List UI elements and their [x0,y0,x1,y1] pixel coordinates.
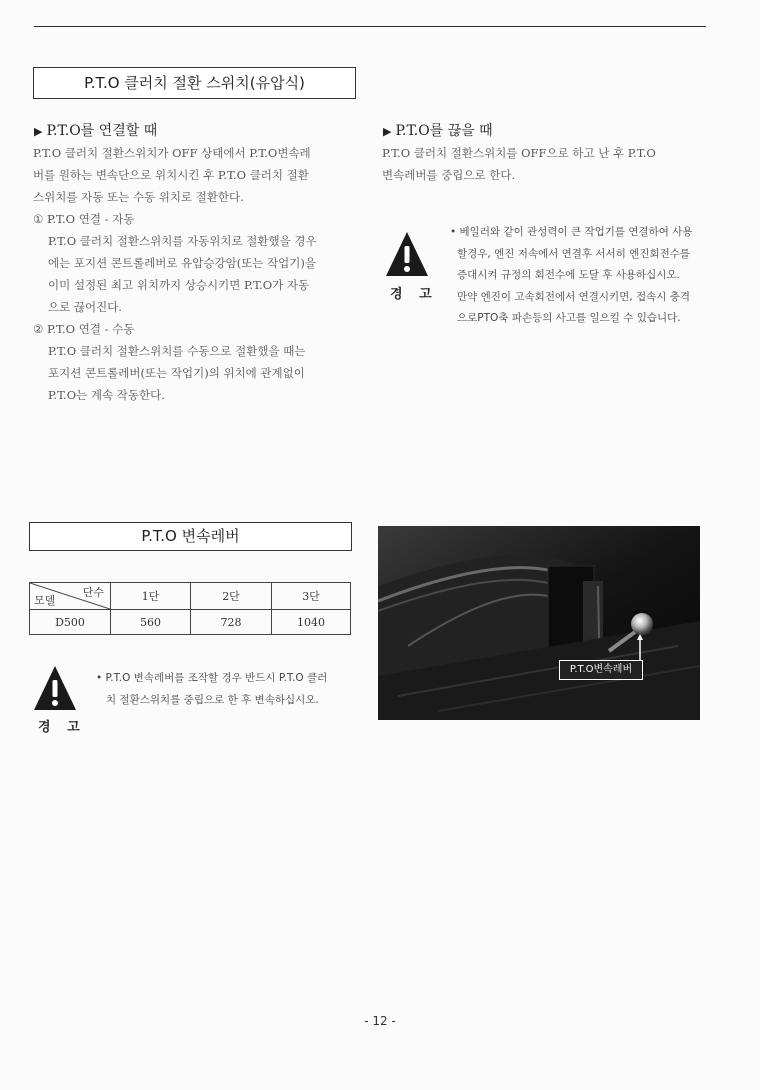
disconnect-pto-body [382,142,712,186]
warning-line: 할경우, 엔진 저속에서 연결후 서서히 엔진회전수를 [457,247,691,260]
body-line: 포지션 콘트롤레버(또는 작업기)의 위치에 관계없이 [48,366,305,380]
table-cell: 1040 [272,610,351,635]
section-title-pto-clutch-switch: P.T.O 클러치 절환 스위치(유압식) [33,67,356,99]
pto-speed-table [29,582,351,635]
warning-line: 으로PTO축 파손등의 사고를 일으킬 수 있습니다. [457,312,681,324]
body-line: P.T.O는 계속 작동한다. [48,388,165,402]
body-line: 에는 포지션 콘트롤레버로 유압승강암(또는 작업기)을 [48,256,316,270]
corner-label-model: 모델 [34,594,56,607]
warning-text-shift-lever [96,668,366,711]
table-cell-model: D500 [30,610,111,635]
table-header-row [30,583,351,610]
warning-icon [32,664,78,712]
table-header-cell: 1단 [111,583,191,610]
warning-line: • 베일러와 같이 관성력이 큰 작업기를 연결하여 사용 [450,226,693,238]
table-cell: 560 [111,610,191,635]
body-line: P.T.O 클러치 절환스위치를 수동으로 절환했을 때는 [48,344,306,358]
connect-pto-body [33,142,363,406]
warning-line: 만약 엔진이 고속회전에서 연결시키면, 접속시 충격 [457,290,691,303]
body-line: P.T.O 클러치 절환스위치를 자동위치로 절환했을 경우 [48,234,317,248]
warning-label: 경 고 [38,720,86,735]
body-line: P.T.O 클러치 절환스위치를 OFF으로 하고 난 후 P.T.O [382,146,656,160]
table-corner-cell [30,583,111,610]
warning-line: 치 절환스위치를 중립으로 한 후 변속하십시오. [106,693,319,706]
lever-photo-illustration [378,526,700,720]
warning-line: 증대시켜 규정의 회전수에 도달 후 사용하십시오. [457,269,680,281]
photo-callout-label: P.T.O변속레버 [559,660,643,680]
body-line: 으로 끊어진다. [48,300,122,314]
triangle-bullet-icon: ▶ [34,125,43,138]
body-line: 변속레버를 중립으로 한다. [382,168,516,182]
heading-connect-pto: ▶ P.T.O를 연결할 때 [34,123,158,139]
triangle-bullet-icon: ▶ [383,125,392,138]
section-title-pto-shift-lever: P.T.O 변속레버 [29,522,352,551]
item-label-auto: ① P.T.O 연결 - 자동 [33,212,135,226]
heading-disconnect-pto: ▶ P.T.O를 끊을 때 [383,123,493,139]
table-header-cell: 2단 [191,583,272,610]
table-row [30,610,351,635]
table-cell: 728 [191,610,272,635]
body-line: 스위치를 자동 또는 수동 위치로 절환한다. [33,190,244,204]
pto-lever-photo [378,526,700,720]
warning-label: 경 고 [390,287,438,302]
table-header-cell: 3단 [272,583,351,610]
corner-label-stages: 단수 [82,586,104,599]
body-line: 이미 설정된 최고 위치까지 상승시키면 P.T.O가 자동 [48,278,310,292]
top-rule [34,26,706,27]
warning-line: • P.T.O 변속레버를 조작할 경우 반드시 P.T.O 클러 [96,672,328,684]
warning-text-baler [450,222,710,330]
body-line: 버를 원하는 변속단으로 위치시킨 후 P.T.O 클러치 절환 [33,168,309,182]
page-number: - 12 - [364,1014,396,1028]
warning-icon [384,230,430,278]
item-label-manual: ② P.T.O 연결 - 수동 [33,322,135,336]
body-line: P.T.O 클러치 절환스위치가 OFF 상태에서 P.T.O변속레 [33,146,311,160]
